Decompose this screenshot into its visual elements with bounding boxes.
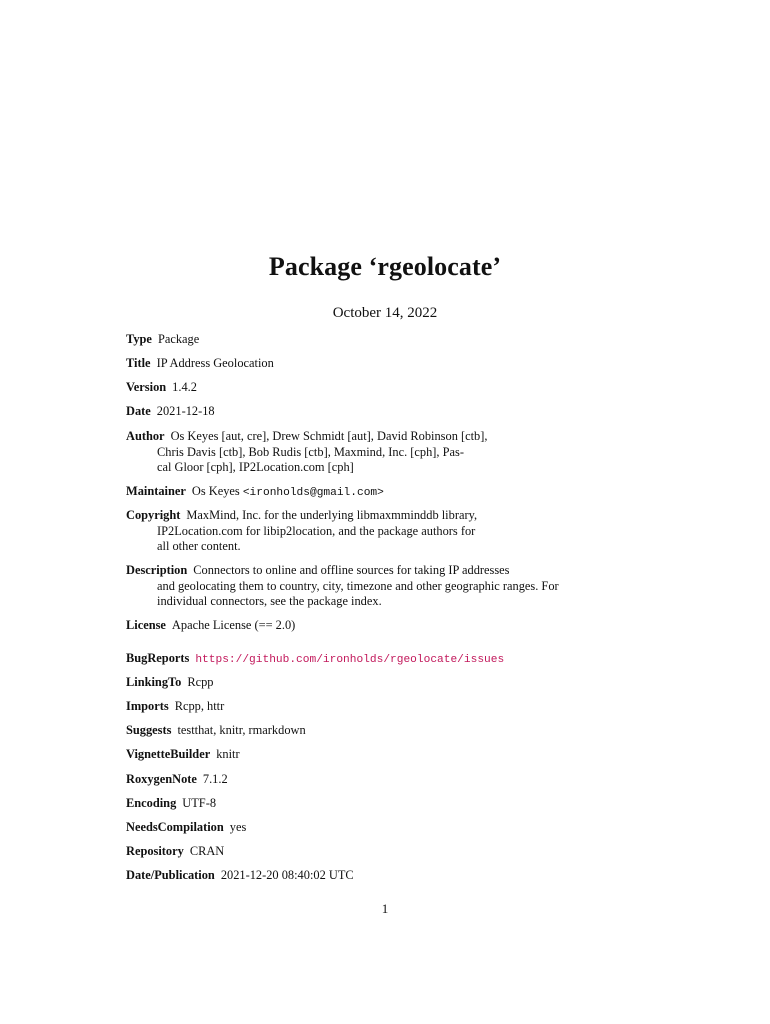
field-key: Encoding <box>126 796 177 810</box>
field-type <box>126 332 199 348</box>
field-value-line: Os Keyes [aut, cre], Drew Schmidt [aut], David Robinson [ctb], <box>170 429 488 443</box>
field-date <box>126 404 215 420</box>
field-key: Author <box>126 429 165 443</box>
field-version <box>126 380 197 396</box>
field-value-line: Chris Davis [ctb], Bob Rudis [ctb], Maxmind, Inc. [cph], Pas- <box>157 444 464 459</box>
field-value: 1.4.2 <box>172 380 197 394</box>
field-key: Description <box>126 563 188 577</box>
field-copyright <box>126 508 596 555</box>
field-imports <box>126 699 224 715</box>
field-bugreports <box>126 651 504 669</box>
field-linkingto <box>126 675 214 691</box>
maintainer-email[interactable]: <ironholds@gmail.com> <box>242 487 384 499</box>
field-suggests <box>126 723 306 739</box>
maintainer-name: Os Keyes <box>191 484 240 498</box>
field-author <box>126 429 596 476</box>
document-date: October 14, 2022 <box>332 305 438 321</box>
field-value: CRAN <box>189 844 225 858</box>
field-value: 7.1.2 <box>202 772 228 786</box>
field-key: Maintainer <box>126 484 186 498</box>
field-value-line: all other content. <box>157 539 241 554</box>
field-key: Title <box>126 356 151 370</box>
field-license <box>126 618 295 634</box>
field-value-line: and geolocating them to country, city, timezone and other geographic ranges. For <box>157 578 559 593</box>
field-value: 2021-12-18 <box>156 404 215 418</box>
field-value: Rcpp, httr <box>174 699 225 713</box>
field-description <box>126 563 596 610</box>
field-repository <box>126 844 224 860</box>
field-encoding <box>126 796 216 812</box>
bugreports-link[interactable]: https://github.com/ironholds/rgeolocate/issues <box>195 654 505 666</box>
field-title <box>126 356 274 372</box>
field-key: BugReports <box>126 651 190 665</box>
field-value-line: MaxMind, Inc. for the underlying libmaxmminddb library, <box>186 508 478 522</box>
field-value: 2021-12-20 08:40:02 UTC <box>220 868 354 882</box>
field-key: Copyright <box>126 508 181 522</box>
field-value: IP Address Geolocation <box>156 356 274 370</box>
field-needscompilation <box>126 820 246 836</box>
field-roxygennote <box>126 772 228 788</box>
field-value-line: Connectors to online and offline sources for taking IP addresses <box>193 563 510 577</box>
field-key: Type <box>126 332 152 346</box>
field-key: Date <box>126 404 151 418</box>
field-key: License <box>126 618 166 632</box>
page-number: 1 <box>381 901 389 916</box>
field-value: yes <box>229 820 247 834</box>
field-value: Apache License (== 2.0) <box>171 618 296 632</box>
field-key: NeedsCompilation <box>126 820 224 834</box>
field-value: Rcpp <box>187 675 214 689</box>
field-key: RoxygenNote <box>126 772 197 786</box>
field-value-line: individual connectors, see the package index. <box>157 594 382 609</box>
field-value: knitr <box>216 747 240 761</box>
field-datepublication <box>126 868 354 884</box>
field-value: testthat, knitr, rmarkdown <box>177 723 306 737</box>
field-key: Version <box>126 380 167 394</box>
field-value: UTF-8 <box>182 796 217 810</box>
field-key: VignetteBuilder <box>126 747 211 761</box>
field-key: Imports <box>126 699 169 713</box>
field-maintainer <box>126 484 384 502</box>
field-value-line: cal Gloor [cph], IP2Location.com [cph] <box>157 460 354 475</box>
field-key: Date/Publication <box>126 868 215 882</box>
field-vignettebuilder <box>126 747 240 763</box>
field-value-line: IP2Location.com for libip2location, and the package authors for <box>157 523 476 538</box>
package-title: Package ‘rgeolocate’ <box>268 252 502 281</box>
field-key: Suggests <box>126 723 172 737</box>
field-value: Package <box>157 332 200 346</box>
field-key: LinkingTo <box>126 675 182 689</box>
field-key: Repository <box>126 844 184 858</box>
